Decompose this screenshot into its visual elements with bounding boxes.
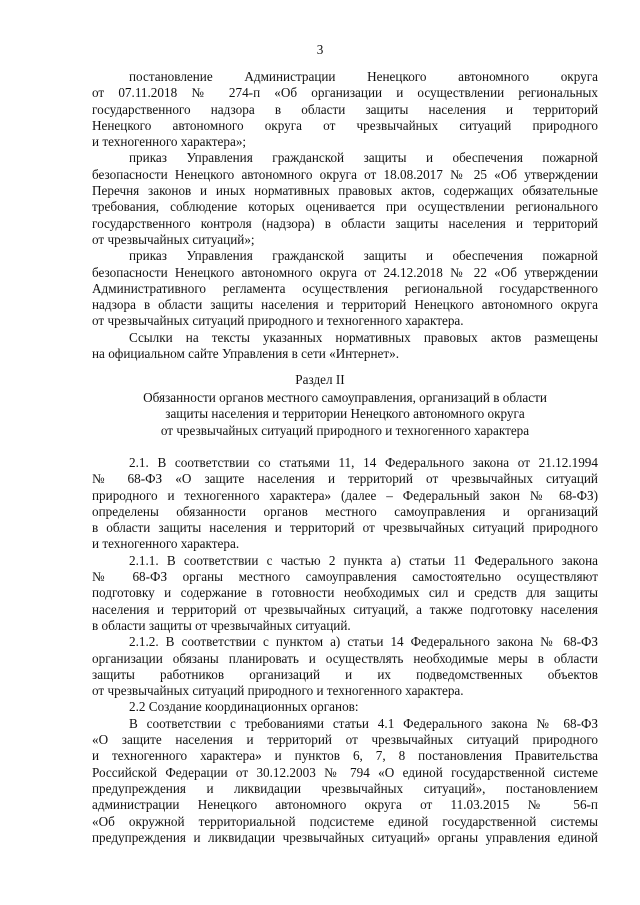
text-line: в области защиты от чрезвычайных ситуаций. — [92, 617, 351, 633]
text-line: от чрезвычайных ситуаций природного и техногенного характера. — [92, 683, 464, 699]
text-line: подготовку и содержание в готовности необходимых сил и средств для защиты — [92, 585, 598, 601]
text-line: определены обязанности органов местного самоуправления и организаций — [92, 503, 598, 519]
page-number: 3 — [316, 42, 324, 57]
text-line: В соответствии с требованиями статьи 4.1 Федерального закона № 68-ФЗ — [129, 715, 598, 731]
paragraph-order-22 — [92, 248, 598, 329]
text-line: природного и техногенного характера» (далее – Федеральный закон № 68-ФЗ) — [92, 487, 598, 503]
text-line: приказ Управления гражданской защиты и обеспечения пожарной — [129, 248, 598, 264]
paragraph-2-2 — [92, 699, 598, 715]
text-line: Ссылки на тексты указанных нормативных правовых актов размещены — [129, 329, 598, 345]
text-line: Ненецкого автономного округа от чрезвычайных ситуаций природного — [92, 117, 598, 133]
paragraph-2-1 — [92, 455, 598, 553]
text-line: защиты работников организаций и их подведомственных объектов — [92, 666, 598, 682]
text-line: на официальном сайте Управления в сети «Интернет». — [92, 346, 400, 362]
text-line: «О защите населения и территорий от чрезвычайных ситуаций природного — [92, 732, 598, 748]
subtitle-line: Обязанности органов местного самоуправления, организаций в области — [143, 390, 547, 405]
paragraph-links — [92, 330, 598, 363]
text-line: приказ Управления гражданской защиты и обеспечения пожарной — [129, 150, 598, 166]
text-line: 2.1.2. В соответствии с пунктом а) статьи 14 Федерального закона № 68-ФЗ — [129, 634, 598, 650]
text-line: и техногенного характера» и пунктов 6, 7, 8 постановления Правительства — [92, 748, 598, 764]
section-subtitle — [92, 390, 598, 439]
paragraph-2-1-1 — [92, 553, 598, 634]
intro-block — [92, 69, 598, 362]
subtitle-line: защиты населения и территории Ненецкого автономного округа — [165, 406, 525, 422]
text-line: 2.2 Создание координационных органов: — [129, 699, 359, 715]
text-line: и техногенного характера. — [92, 536, 240, 552]
paragraph-order-25 — [92, 150, 598, 248]
text-line: предупреждения и ликвидации чрезвычайных ситуаций», постановлением — [92, 780, 598, 796]
text-line: Российской Федерации от 30.12.2003 № 794 «О единой государственной системе — [92, 764, 598, 780]
section-title: Раздел II — [295, 372, 345, 387]
text-line: № 68-ФЗ органы местного самоуправления самостоятельно осуществляют — [92, 569, 598, 585]
text-line: государственного контроля (надзора) в области защиты населения и территорий — [92, 215, 598, 231]
text-line: от чрезвычайных ситуаций природного и техногенного характера. — [92, 313, 464, 329]
text-line: 2.1.1. В соответствии с частью 2 пункта а) статьи 11 Федерального закона — [129, 552, 598, 568]
subtitle-line: от чрезвычайных ситуаций природного и техногенного характера — [160, 422, 530, 438]
text-line: безопасности Ненецкого автономного округа от 18.08.2017 № 25 «Об утверждении — [92, 166, 598, 182]
text-line: предупреждения и ликвидации чрезвычайных ситуаций» органы управления единой — [92, 829, 598, 845]
text-line: 2.1. В соответствии со статьями 11, 14 Федерального закона от 21.12.1994 — [129, 455, 598, 470]
paragraph-2-1-2 — [92, 634, 598, 699]
text-line: Административного регламента осуществления региональной государственного — [92, 280, 598, 296]
text-line: в области защиты населения и территорий от чрезвычайных ситуаций природного — [92, 520, 598, 536]
text-line: администрации Ненецкого автономного округа от 11.03.2015 № 56-п — [92, 797, 598, 813]
paragraph-resolution-274 — [92, 69, 598, 150]
text-line: № 68-ФЗ «О защите населения и территорий от чрезвычайных ситуаций — [92, 471, 598, 487]
text-line: безопасности Ненецкого автономного округа от 24.12.2018 № 22 «Об утверждении — [92, 264, 598, 280]
text-line: постановление Администрации Ненецкого автономного округа — [129, 69, 598, 84]
body-block — [92, 455, 598, 846]
text-line: Перечня законов и иных нормативных правовых актов, содержащих обязательные — [92, 183, 598, 199]
text-line: населения и территорий от чрезвычайных ситуаций, а также подготовку населения — [92, 601, 598, 617]
text-line: от чрезвычайных ситуаций»; — [92, 231, 255, 247]
text-line: организации обязаны планировать и осуществлять необходимые меры в области — [92, 650, 598, 666]
text-line: и техногенного характера»; — [92, 134, 247, 150]
text-line: требования, соблюдение которых оценивается при осуществлении регионального — [92, 199, 598, 215]
text-line: от 07.11.2018 № 274-п «Об организации и осуществлении региональных — [92, 85, 598, 101]
text-line: «Об окружной территориальной подсистеме единой государственной системы — [92, 813, 598, 829]
text-line: государственного надзора в области защиты населения и территорий — [92, 101, 598, 117]
paragraph-2-2-body — [92, 716, 598, 846]
text-line: надзора в области защиты населения и территорий Ненецкого автономного округа — [92, 297, 598, 313]
